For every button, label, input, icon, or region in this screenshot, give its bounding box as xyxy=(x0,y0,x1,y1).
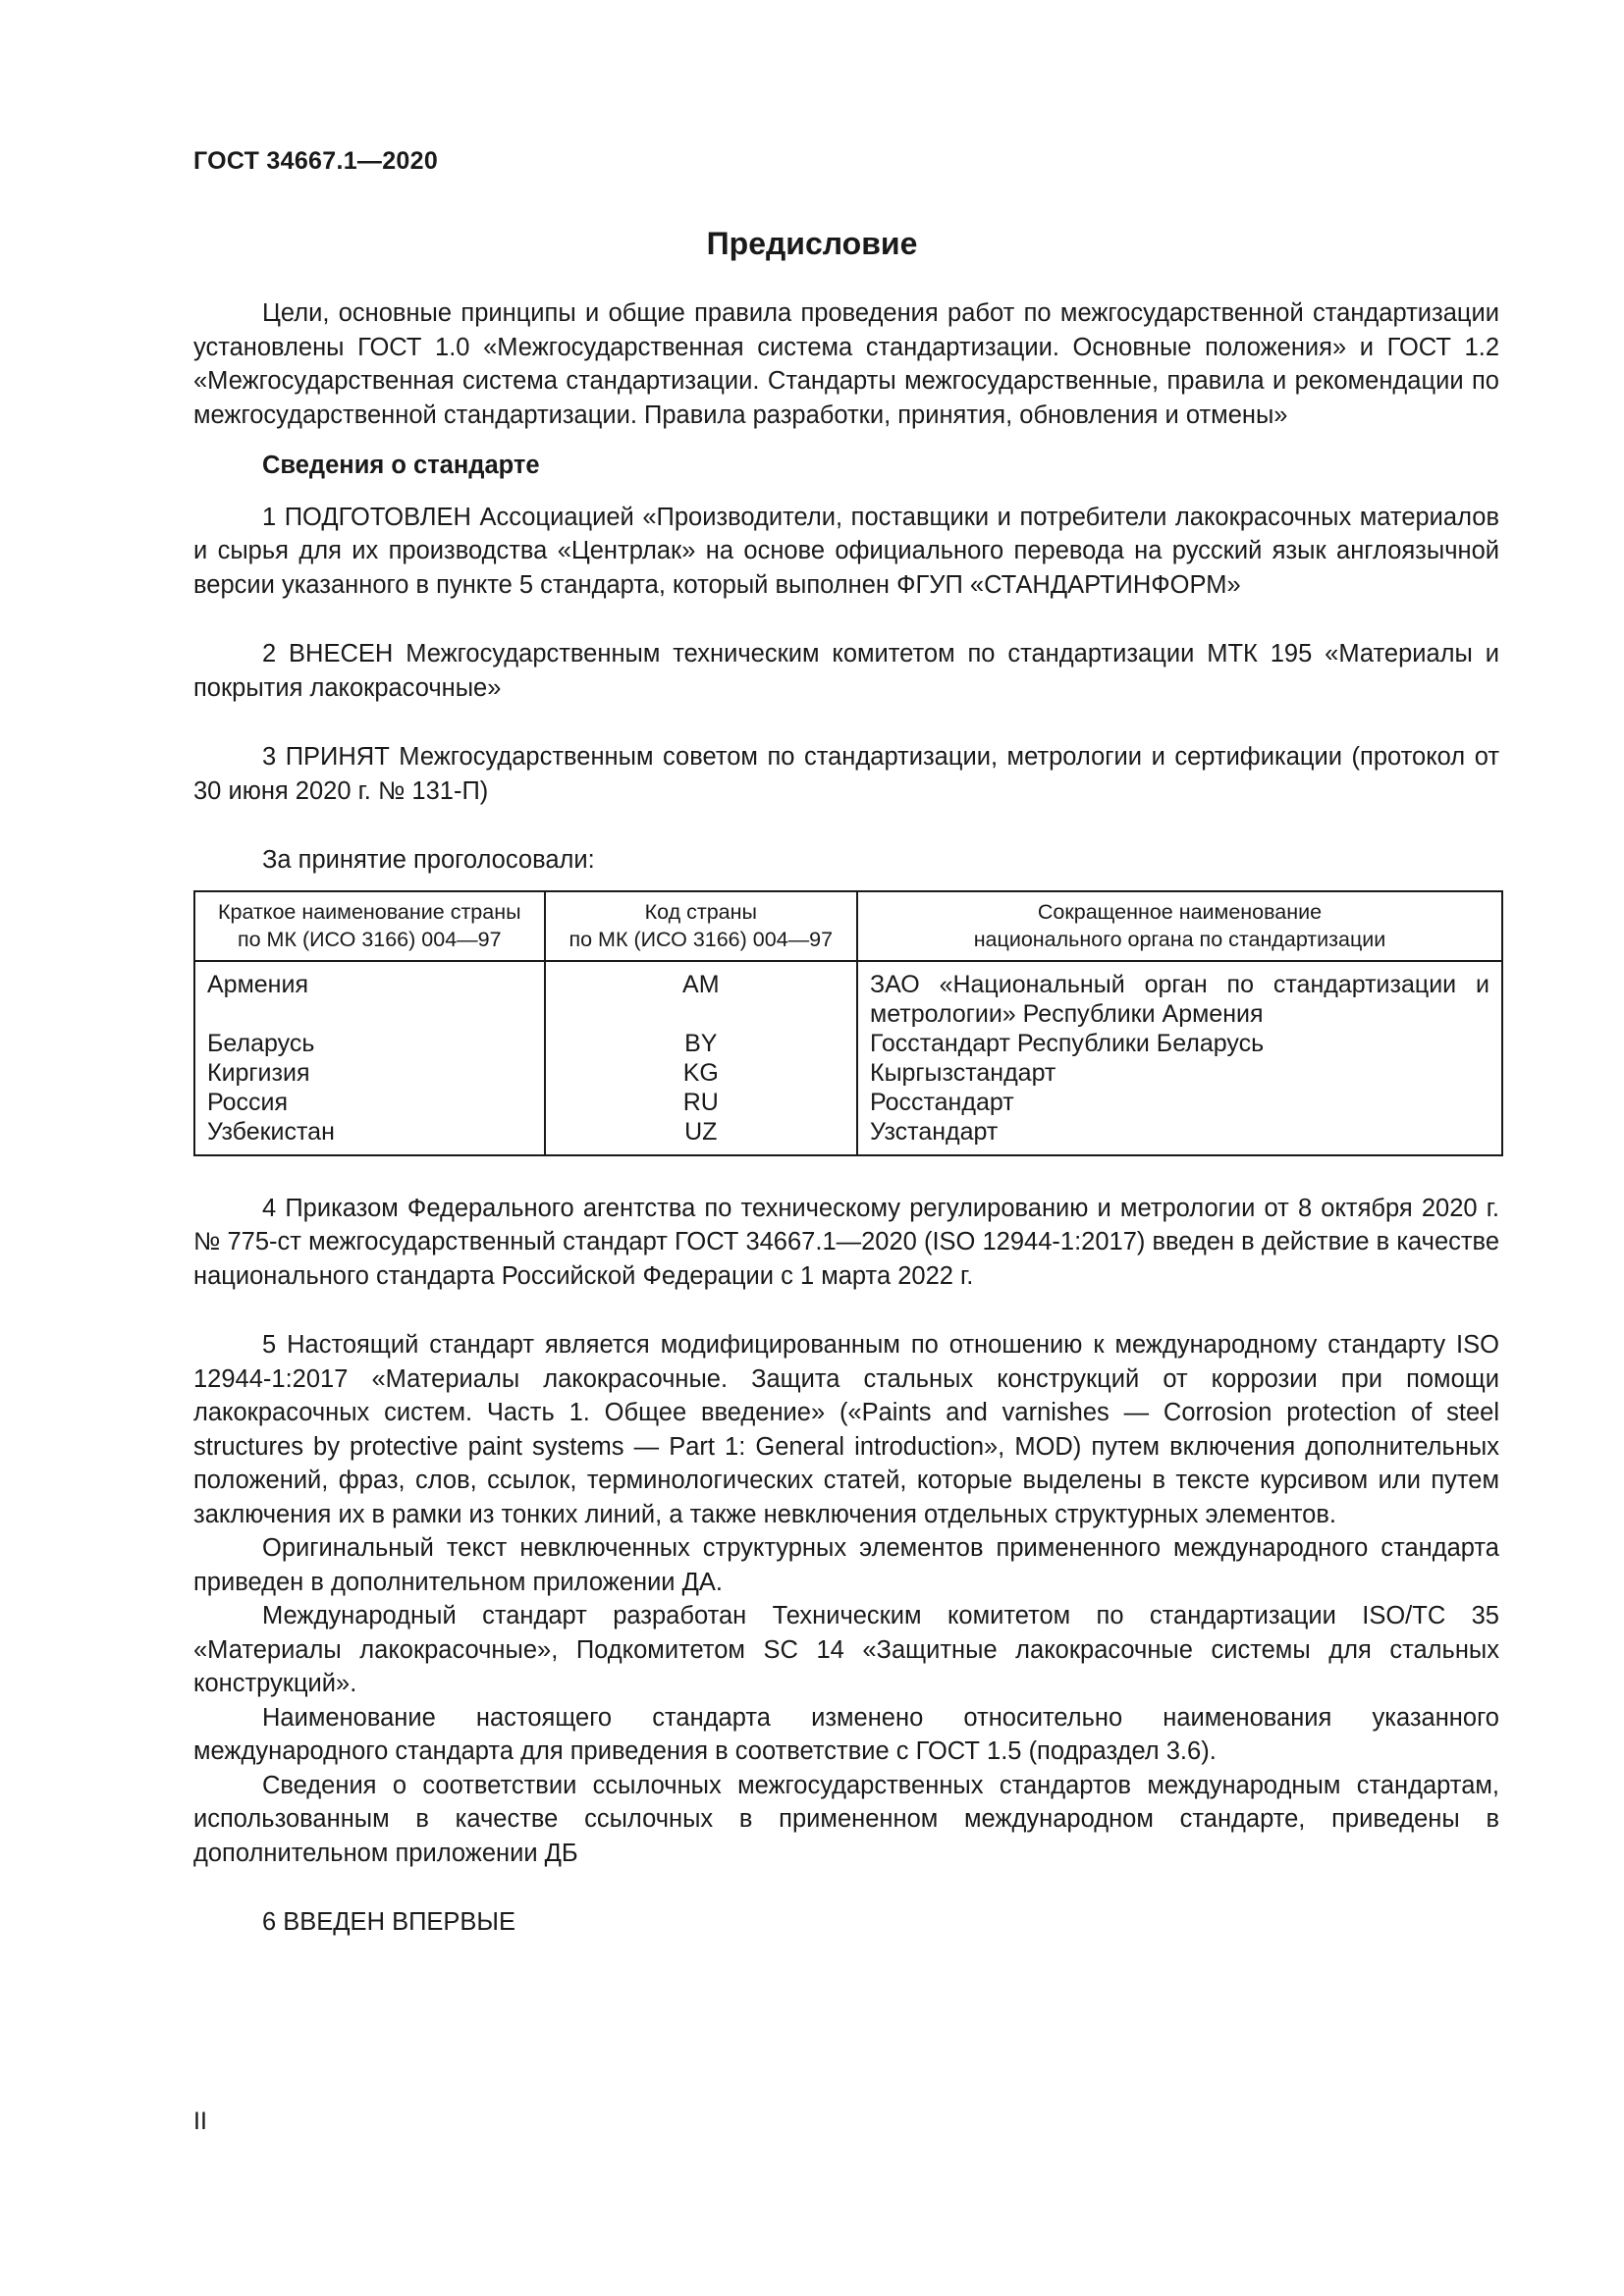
item-2-paragraph: 2 ВНЕСЕН Межгосударственным техническим комитетом по стандартизации МТК 195 «Материалы и покрытия лакокрасочные» xyxy=(193,640,1499,702)
voting-table xyxy=(193,890,1503,1156)
code-cell: UZ xyxy=(545,1117,857,1155)
page-number: II xyxy=(193,2108,207,2135)
item-5-committee-paragraph: Международный стандарт разработан Техническим комитетом по стандартизации ISO/TC 35 «Материалы лакокрасочные», Подкомитетом SC 14 «Защитные лакокрасочные системы для стальных конструкций». xyxy=(193,1602,1499,1697)
country-cell: Беларусь xyxy=(194,1029,545,1058)
column-header-country: Краткое наименование страны по МК (ИСО 3166) 004—97 xyxy=(194,891,545,961)
item-4-paragraph: 4 Приказом Федерального агентства по техническому регулированию и метрологии от 8 октября 2020 г. № 775-ст межгосударственный стандарт ГОСТ 34667.1—2020 (ISO 12944-1:2017) введен в действие в качестве национального стандарта Российской Федерации с 1 марта 2022 г. xyxy=(193,1194,1499,1290)
item-5-paragraph: 5 Настоящий стандарт является модифицированным по отношению к международному стандарту ISO 12944-1:2017 «Материалы лакокрасочные. Защита стальных конструкций от коррозии при помощи лакокрасочных систем. Часть 1. Общее введение» («Paints and varnishes — Corrosion protection of steel structures by protective paint systems — Part 1: General introduction», MOD) путем включения дополнительных положений, фраз, слов, ссылок, терминологических статей, которые выделены в тексте курсивом или путем заключения их в рамки из тонких линий, а также невключения отдельных структурных элементов. xyxy=(193,1331,1499,1528)
vote-intro: За принятие проголосовали: xyxy=(262,846,595,874)
body-cell: Госстандарт Республики Беларусь xyxy=(857,1029,1502,1058)
column-header-body: Сокращенное наименование национального органа по стандартизации xyxy=(857,891,1502,961)
country-cell: Узбекистан xyxy=(194,1117,545,1155)
table-header-row xyxy=(194,891,1502,961)
country-cell: Россия xyxy=(194,1088,545,1117)
page-title: Предисловие xyxy=(706,226,918,261)
code-cell: AM xyxy=(545,961,857,1029)
table-row xyxy=(194,961,1502,1029)
table-row xyxy=(194,1058,1502,1088)
item-6-paragraph: 6 ВВЕДЕН ВПЕРВЫЕ xyxy=(262,1908,516,1936)
intro-paragraph: Цели, основные принципы и общие правила проведения работ по межгосударственной стандартизации установлены ГОСТ 1.0 «Межгосударственная система стандартизации. Основные положения» и ГОСТ 1.2 «Межгосударственная система стандартизации. Стандарты межгосударственные, правила и рекомендации по межгосударственной стандартизации. Правила разработки, принятия, обновления и отмены» xyxy=(193,299,1499,429)
document-body xyxy=(193,296,1499,1940)
table-row xyxy=(194,1088,1502,1117)
section-subtitle: Сведения о стандарте xyxy=(262,452,540,479)
item-5-references-paragraph: Сведения о соответствии ссылочных межгосударственных стандартов международным стандартам, использованным в качестве ссылочных в примененном международном стандарте, приведены в дополнительном приложении ДБ xyxy=(193,1771,1499,1867)
item-3-paragraph: 3 ПРИНЯТ Межгосударственным советом по стандартизации, метрологии и сертификации (протокол от 30 июня 2020 г. № 131-П) xyxy=(193,743,1499,805)
table-row xyxy=(194,1029,1502,1058)
code-cell: KG xyxy=(545,1058,857,1088)
body-cell: Росстандарт xyxy=(857,1088,1502,1117)
code-cell: RU xyxy=(545,1088,857,1117)
body-cell: ЗАО «Национальный орган по стандартизации и метрологии» Республики Армения xyxy=(857,961,1502,1029)
document-header: ГОСТ 34667.1—2020 xyxy=(193,147,439,175)
code-cell: BY xyxy=(545,1029,857,1058)
column-header-code: Код страны по МК (ИСО 3166) 004—97 xyxy=(545,891,857,961)
country-cell: Армения xyxy=(194,961,545,1029)
country-cell: Киргизия xyxy=(194,1058,545,1088)
item-5-name-change-paragraph: Наименование настоящего стандарта изменено относительно наименования указанного международного стандарта для приведения в соответствие с ГОСТ 1.5 (подраздел 3.6). xyxy=(193,1703,1499,1765)
table-row xyxy=(194,1117,1502,1155)
body-cell: Кыргызстандарт xyxy=(857,1058,1502,1088)
body-cell: Узстандарт xyxy=(857,1117,1502,1155)
item-1-paragraph: 1 ПОДГОТОВЛЕН Ассоциацией «Производители, поставщики и потребители лакокрасочных материалов и сырья для их производства «Центрлак» на основе официального перевода на русский язык англоязычной версии указанного в пункте 5 стандарта, который выполнен ФГУП «СТАНДАРТИНФОРМ» xyxy=(193,503,1499,599)
item-5-original-text-paragraph: Оригинальный текст невключенных структурных элементов примененного международного стандарта приведен в дополнительном приложении ДА. xyxy=(193,1534,1499,1596)
